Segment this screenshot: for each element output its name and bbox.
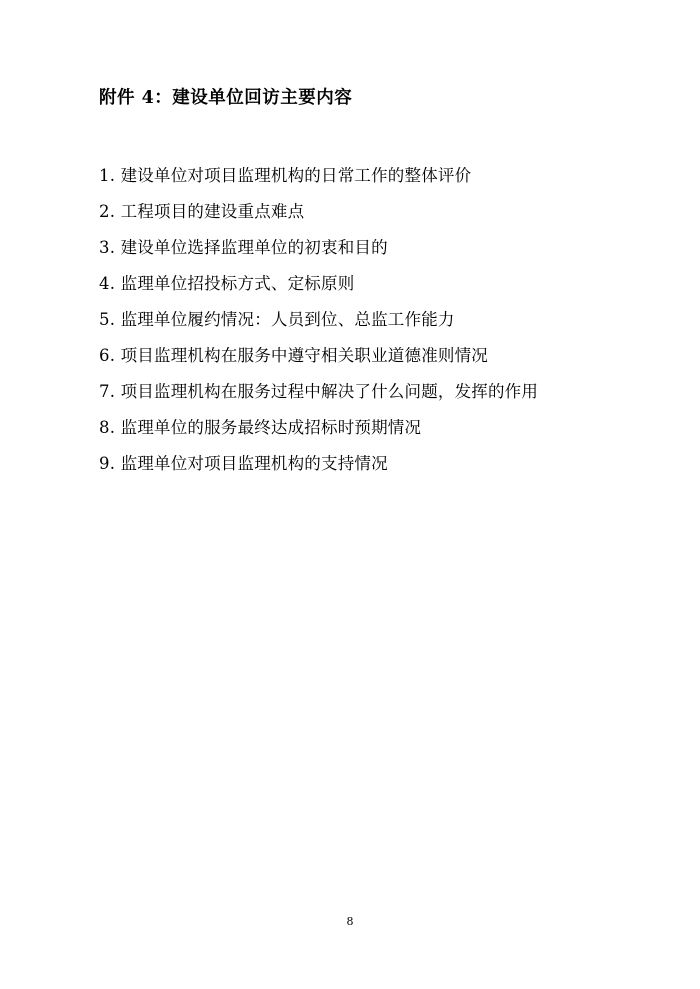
list-item: 7. 项目监理机构在服务过程中解决了什么问题，发挥的作用: [99, 382, 539, 401]
page-number: 8: [346, 915, 354, 928]
page-title: 附件 4：建设单位回访主要内容: [99, 88, 353, 108]
list-item: 5. 监理单位履约情况：人员到位、总监工作能力: [99, 310, 455, 329]
list-item: 9. 监理单位对项目监理机构的支持情况: [99, 454, 388, 473]
list-item: 1. 建设单位对项目监理机构的日常工作的整体评价: [99, 166, 472, 185]
content-list: [99, 158, 639, 482]
list-item: 4. 监理单位招投标方式、定标原则: [99, 274, 355, 293]
list-item: 3. 建设单位选择监理单位的初衷和目的: [99, 238, 388, 257]
list-item: 6. 项目监理机构在服务中遵守相关职业道德准则情况: [99, 346, 488, 365]
list-item: 8. 监理单位的服务最终达成招标时预期情况: [99, 418, 422, 437]
list-item: 2. 工程项目的建设重点难点: [99, 202, 305, 221]
